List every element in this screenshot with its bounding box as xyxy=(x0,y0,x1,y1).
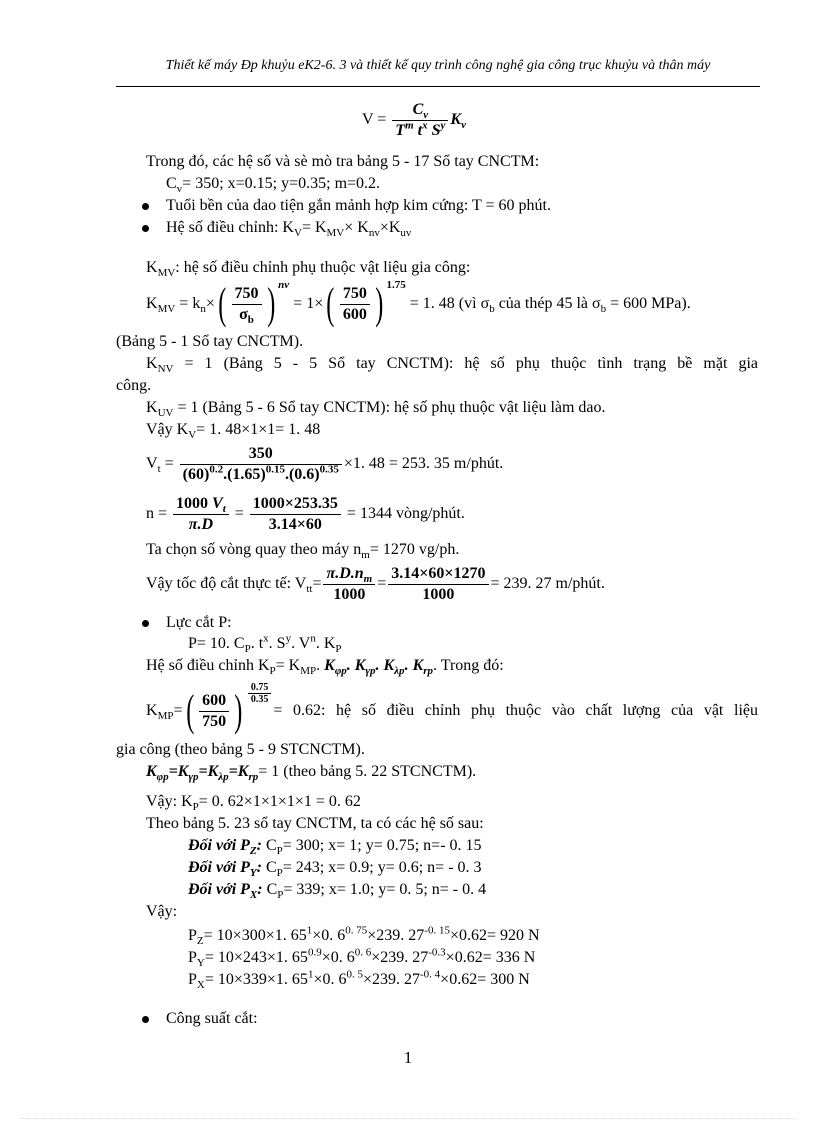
bullet-icon xyxy=(142,620,149,627)
page-bottom-border xyxy=(20,1118,796,1119)
bang51-note: (Bảng 5 - 1 Sổ tay CNCTM). xyxy=(116,333,304,350)
formula-v: V = $\frac{C_v}{T^m t^x S^y}$ $K_v$ xyxy=(362,100,466,139)
nm-line: Ta chọn số vòng quay theo máy $n_m= 1270$ vg/ph. xyxy=(146,541,460,562)
cutting-power-heading: Công suất cắt: xyxy=(166,1010,258,1027)
bullet-icon xyxy=(142,1016,149,1023)
page-header: Thiết kế máy Đp khuỷu eK2-6. 3 và thiết kế quy trình công nghệ gia công trục khuỷu và thân máy xyxy=(165,58,711,73)
cutting-force-heading: Lực cắt P: xyxy=(166,614,232,631)
k-all-line: $K_{\varphi p}=K_{\gamma p}=K_{\lambda p}=K_{rp}= 1$ (theo bảng 5. 22 STCNCTM). xyxy=(146,763,477,784)
pz-result: $P_Z= 10\times 300\times 1$. $65^1\times 0$. $6^{0. 75}\times 239$. $27^{-0. 15}\times 0.62= 920$ N xyxy=(188,924,540,948)
py-result: $P_Y= 10\times 243\times 1$. $65^{0.9}\times 0$. $6^{0. 6}\times 239$. $27^{-0.3}\times 0.62= 336$ N xyxy=(188,946,536,970)
page-number: 1 xyxy=(403,1048,413,1067)
knv-line: $K_{NV} = 1$ (Bảng 5 - 5 Sổ tay CNCTM): hệ số phụ thuộc tình trạng bề mặt gia xyxy=(146,355,759,376)
pz-coefficients: Đối với $P_Z$: $C_P= 300$; x= 1; y= 0.75; n=- 0. 15 xyxy=(188,837,482,858)
tool-life-line: Tuổi bền của dao tiện gắn mảnh hợp kim cứng: T = 60 phút. xyxy=(166,197,551,214)
vtt-equation: Vậy tốc độ cắt thực tế: $V_{tt}=$ $\frac{\pi.D.n_m}{1000}$ = $\frac{3.14\times 60\times 1270}{1000}$ = 239. 27 m/phút. xyxy=(146,564,605,603)
intro-text: Trong đó, các hệ số và sè mò tra bảng 5 - 17 Sổ tay CNCTM: xyxy=(146,153,540,170)
kp-line: Hệ số điều chỉnh $K_P= K_{MP}$. $K_{\varphi p}$. $K_{\gamma p}$. $K_{\lambda p}$. $K_{rp}$. Trong đó: xyxy=(146,657,504,678)
vt-equation: $V_t$ = $\frac{350}{(60)^{0.2}.(1.65)^{0.15}.(0.6)^{0.35}}$ ×1. 48 = 253. 35 m/phút. xyxy=(146,444,504,483)
kuv-line: $K_{UV} = 1$ (Bảng 5 - 6 Sổ tay CNCTM): hệ số phụ thuộc vật liệu làm dao. xyxy=(146,399,606,420)
n-equation: n = $\frac{1000 V_t}{\pi.D}$ = $\frac{1000\times 253.35}{3.14\times 60}$ = 1344 vòng/phút. xyxy=(146,494,465,533)
px-coefficients: Đối với $P_X$: $C_P= 339$; x= 1.0; y= 0. 5; n= - 0. 4 xyxy=(188,881,487,902)
header-rule xyxy=(116,86,760,87)
kmv-description: $K_{MV}$: hệ số điều chỉnh phụ thuộc vật liệu gia công: xyxy=(146,259,471,280)
bullet-icon xyxy=(142,225,149,232)
cv-line: $C_v= 350$; x=0.15; y=0.35; m=0.2. xyxy=(166,175,381,196)
knv-continued: công. xyxy=(116,377,152,394)
correction-factor-line: Hệ số điều chỉnh: $K_V= K_{MV}\times K_{nv}\times K_{uv}$ xyxy=(166,219,412,240)
giacong-line: gia công (theo bảng 5 - 9 STCNCTM). xyxy=(116,741,365,758)
bullet-icon xyxy=(142,203,149,210)
kmv-equation: $K_{MV} = k_n\times$( $\frac{750}{\sigma_b}$ ) $^{nv}$ = 1×( $\frac{750}{600}$ ) $^{1.75}$ = 1. 48 (vì $\sigma_b$ của thép 45 là $\sigma_b = 600$ MPa). xyxy=(146,278,691,329)
kp-value: Vậy: $K_P= 0$. 62×1×1×1×1 = 0. 62 xyxy=(146,793,361,814)
kmp-equation: $K_{MP}=$( $\frac{600}{750}$ ) $\frac{0.75}{0.35}$ = 0.62: hệ số điều chỉnh phụ thuộc vào chất lượng của vật liệu xyxy=(146,681,758,736)
kv-line: Vậy $K_V= 1$. 48×1×1= 1. 48 xyxy=(146,421,321,442)
px-result: $P_X= 10\times 339\times 1$. $65^1\times 0$. $6^{0. 5}\times 239$. $27^{-0. 4}\times 0.62= 300$ N xyxy=(188,968,530,992)
p-formula: P= 10. $C_P$. $t^x$. $S^y$. $V^n$. $K_P$ xyxy=(188,632,342,656)
py-coefficients: Đối với $P_Y$: $C_P= 243$; x= 0.9; y= 0.6; n= - 0. 3 xyxy=(188,859,482,880)
theo-bang-523: Theo bảng 5. 23 sổ tay CNCTM, ta có các hệ số sau: xyxy=(146,815,484,832)
vay-label: Vậy: xyxy=(146,903,178,920)
